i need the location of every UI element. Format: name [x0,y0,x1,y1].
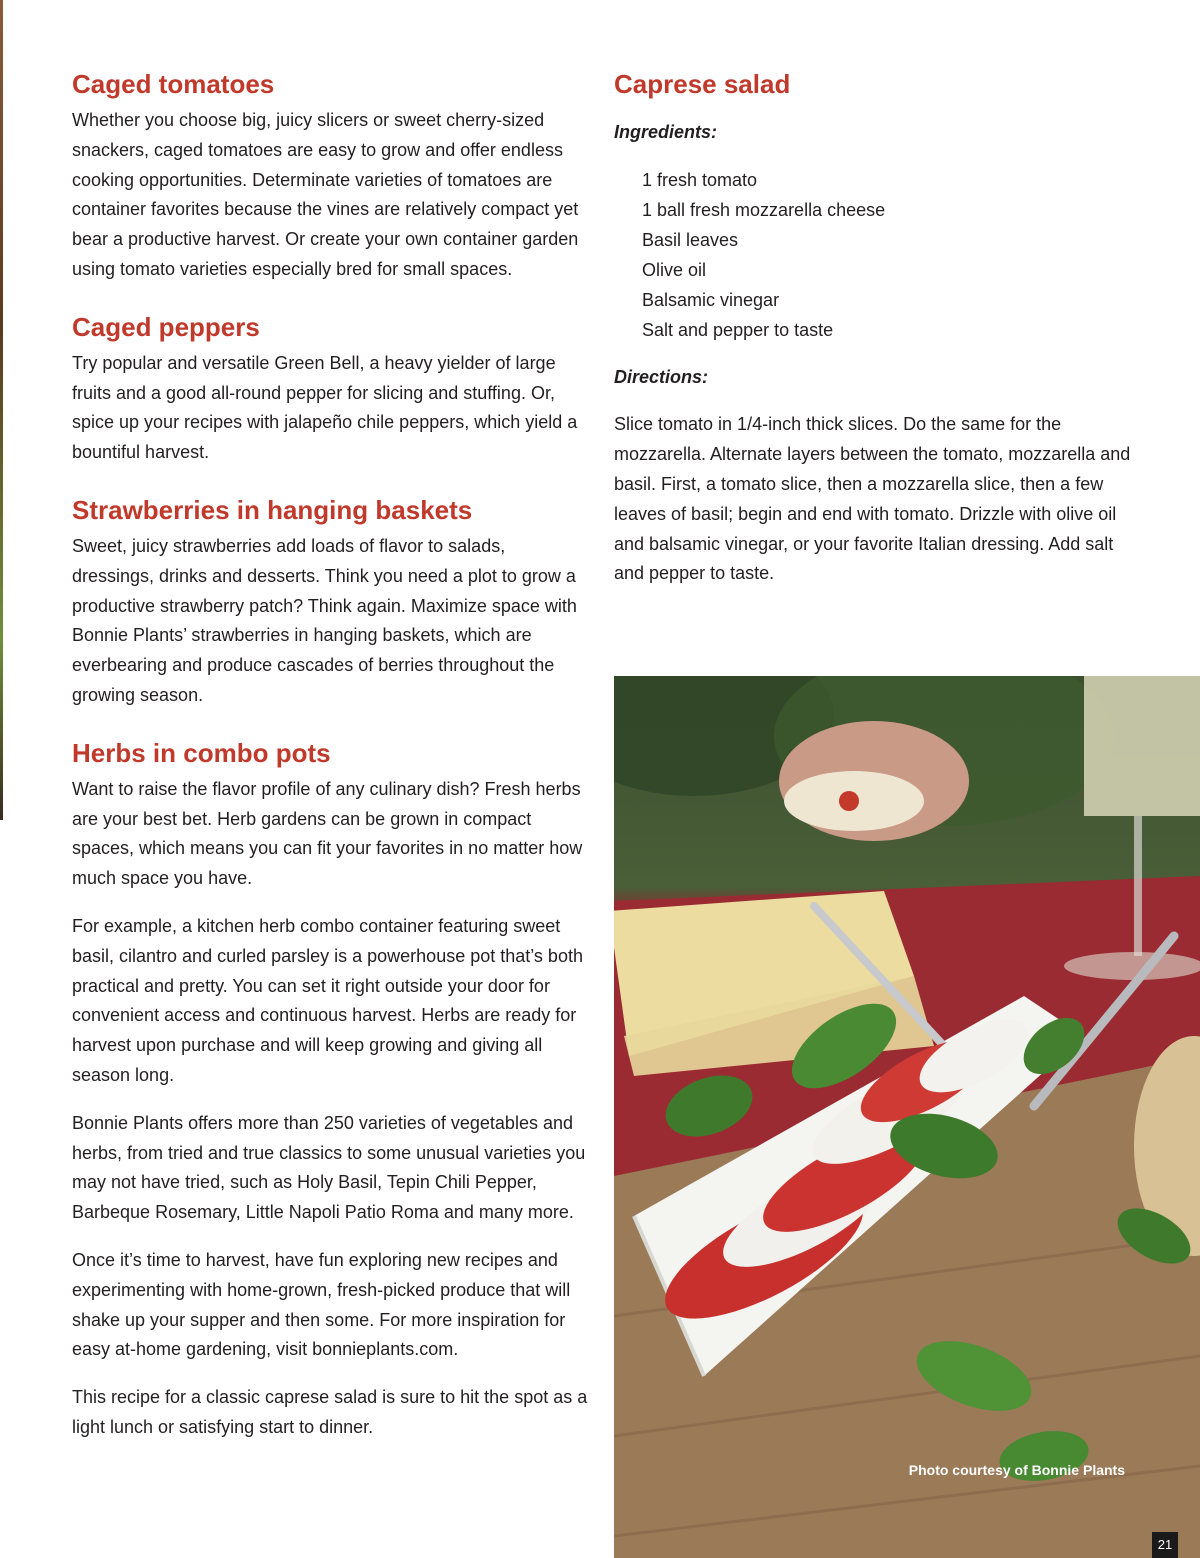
herbs-paragraph-1: Want to raise the flavor profile of any culinary dish? Fresh herbs are your best bet. Herb gardens can be grown in compact spaces, which means you can fit your favorites in no matter how much space you have. [72,778,583,889]
ingredient-item: 1 ball fresh mozzarella cheese [642,199,886,220]
herbs-paragraph-4: Once it’s time to harvest, have fun exploring new recipes and experimenting with home-grown, fresh-picked produce that will shake up your supper and then some. For more inspiration for easy at-home gardening, visit bonnieplants.com. [72,1249,571,1360]
photo-illustration [614,676,1200,1558]
ingredient-item: 1 fresh tomato [642,170,758,190]
caprese-salad-photo [614,676,1200,1558]
recipe-column [614,62,1134,589]
section-heading-strawberries: Strawberries in hanging baskets [72,494,473,525]
section-heading-caged-peppers: Caged peppers [72,311,260,342]
ingredient-item: Salt and pepper to taste [642,319,834,340]
recipe-title: Caprese salad [614,69,791,99]
ingredient-item: Olive oil [642,259,707,280]
ingredients-list [614,166,1134,345]
directions-text: Slice tomato in 1/4-inch thick slices. Do the same for the mozzarella. Alternate layers between the tomato, mozzarella and basil. First, a tomato slice, then a mozzarella slice, then a few leaves of basil; begin and end with tomato. Drizzle with olive oil and balsamic vinegar, or your favorite Italian dressing. Add salt and pepper to taste. [614,414,1131,584]
page-edge-strip [0,0,3,820]
ingredients-label: Ingredients: [614,122,718,142]
ingredient-item: Balsamic vinegar [642,289,780,310]
herbs-paragraph-5: This recipe for a classic caprese salad is sure to hit the spot as a light lunch or satisfying start to dinner. [72,1387,588,1437]
herbs-paragraph-3: Bonnie Plants offers more than 250 varieties of vegetables and herbs, from tried and true classics to some unusual varieties you may not have tried, such as Holy Basil, Tepin Chili Pepper, Barbeque Rosemary, Little Napoli Patio Roma and many more. [72,1112,586,1223]
left-column [72,62,592,1443]
photo-credit: Photo courtesy of Bonnie Plants [908,1462,1125,1478]
section-heading-herbs: Herbs in combo pots [72,737,331,768]
section-heading-caged-tomatoes: Caged tomatoes [72,69,275,99]
page-number: 21 [1152,1532,1178,1558]
caged-peppers-paragraph: Try popular and versatile Green Bell, a heavy yielder of large fruits and a good all-round pepper for slicing and stuffing. Or, spice up your recipes with jalapeño chile peppers, which yield a bountiful harvest. [72,352,578,463]
caged-tomatoes-paragraph: Whether you choose big, juicy slicers or sweet cherry-sized snackers, caged tomatoes are easy to grow and offer endless cooking opportunities. Determinate varieties of tomatoes are container favorites because the vines are relatively compact yet bear a productive harvest. Or create your own container garden using tomato varieties especially bred for small spaces. [72,110,579,279]
ingredient-item: Basil leaves [642,229,739,250]
directions-label: Directions: [614,367,709,388]
strawberries-paragraph: Sweet, juicy strawberries add loads of flavor to salads, dressings, drinks and desserts. Think you need a plot to grow a productive strawberry patch? Think again. Maximize space with Bonnie Plants’ strawberries in hanging baskets, which are everbearing and produce cascades of berries throughout the growing season. [72,535,577,705]
herbs-paragraph-2: For example, a kitchen herb combo container featuring sweet basil, cilantro and curled parsley is a powerhouse pot that’s both practical and pretty. You can set it right outside your door for convenient access and continuous harvest. Herbs are ready for harvest upon purchase and will keep growing and giving all season long. [72,915,583,1085]
